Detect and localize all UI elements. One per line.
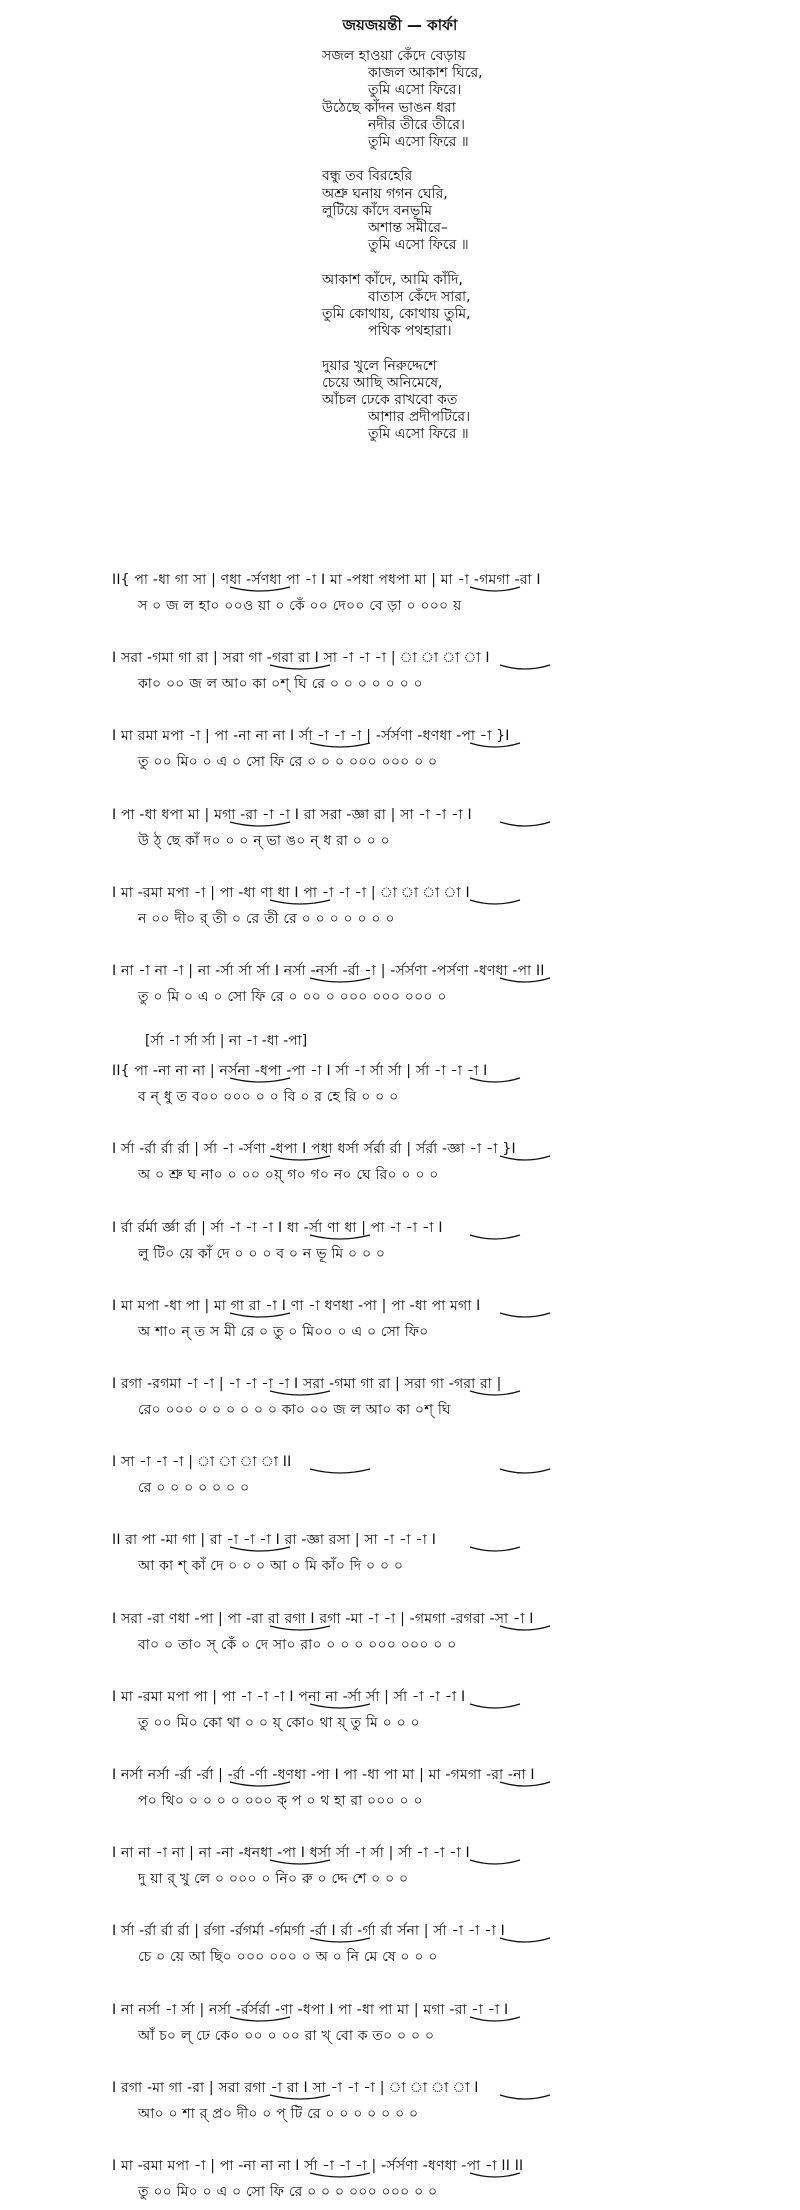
swara-line: I না -া না -া | না -র্সা র্সা র্সা I নর্সা -নর্সা -র্রা -া | -র্সর্সণা -পর্সণা -ধণধা -পা II	[112, 963, 545, 979]
syllable-line: কা০ ০০ জ ল আ০ কা ০শ্ ঘি রে ০ ০ ০ ০ ০ ০ ০	[138, 676, 423, 693]
syllable-line: আঁ চ০ ল্ ঢে কে০ ০০ ০ ০০ রা খ্ বো ক ত০ ০ ০ ০	[138, 2027, 435, 2044]
lyric-line: তুমি কোথায়, কোথায় তুমি,	[322, 306, 471, 322]
lyric-line: বাতাস কেঁদে সারা,	[368, 288, 471, 305]
lyric-line: লুটিয়ে কাঁদে বনভূমি	[322, 202, 433, 219]
slur-arc	[500, 665, 550, 669]
swara-line: I র্সা -র্রা র্রা র্রা | র্রগা -র্রগর্মা -র্গমর্গা -র্রা I র্রা -র্গা র্রা র্সনা | র্সা -া -া -া I	[112, 1923, 505, 1940]
lyric-line: উঠেছে কাঁদন ভাঙন ধরা	[322, 99, 456, 116]
swara-line: I পা -ধা ধপা মা | মগা -রা -া -া I রা সরা -জ্ঞা রা | সা -া -া -া I	[112, 806, 472, 823]
swara-line: I সা -া -া -া | া া া া II	[112, 1454, 292, 1471]
syllable-line: বা০ ০ তা০ স্ কেঁ ০ দে সা০ রা০ ০ ০ ০ ০০০ ০০০ ০ ০	[138, 1636, 457, 1653]
song-title: জয়জয়ন্তী — কার্ফা	[342, 16, 458, 34]
lyric-line: সজল হাওয়া কেঁদে বেড়ায়	[322, 48, 466, 64]
slur-arc	[310, 1469, 370, 1473]
syllable-line: অ ০ শ্রু ঘ না০ ০ ০০ ০য়্ গ০ গ০ ন০ ঘে রি০ ০ ০ ০	[138, 1167, 439, 1184]
lyric-line: তুমি এসো ফিরে ॥	[368, 237, 469, 254]
swara-line: I নর্সা নর্সা -র্রা -র্রা | -র্রা -র্ণা -ধণধা -পা I পা -ধা পা মা | মা -গমগা -রা -না I	[112, 1767, 535, 1783]
slur-arc	[500, 822, 550, 826]
syllable-line: স ০ জ ল হা০ ০০ও য়া ০ কেঁ ০০ দে০০ বে ড়া ০ ০০০ য়	[138, 598, 462, 614]
syllable-line: তু ০০ মি০ ০ এ ০ সো ফি রে ০ ০ ০ ০০০ ০০০ ০ ০	[138, 2184, 438, 2200]
syllable-line: ন ০০ দী০ র্ তী ০ রে তী রে ০ ০ ০ ০ ০ ০ ০	[138, 910, 395, 927]
syllable-line: ব ন্ ধু ত ব০০ ০০০ ০ ০ বি ০ র হে রি ০ ০ ০	[138, 1089, 399, 1106]
slur-arc	[470, 1547, 520, 1551]
syllable-line: রে ০ ০ ০ ০ ০ ০ ০	[138, 1480, 250, 1497]
slur-arc	[470, 1704, 520, 1708]
swara-line: II রা পা -মা গা | রা -া -া -া I রা -জ্ঞা রসা | সা -া -া -া I	[112, 1532, 437, 1549]
syllable-line: অ শা০ ন্ ত স মী রে ০ তু ০ মি০০ ০ এ ০ সো ফি০	[138, 1323, 429, 1340]
swara-line: I র্সা -র্রা র্রা র্রা | র্সা -া -র্সণা -ধপা I পধা ধর্সা র্সর্রা র্রা | র্সর্রা -জ্ঞা -া -া }I	[112, 1141, 516, 1158]
lyric-line: তুমি এসো ফিরে ॥	[368, 426, 469, 443]
lyric-line: আকাশ কাঁদে, আমি কাঁদি,	[322, 271, 463, 288]
syllable-line: তু ০ মি ০ এ ০ সো ফি রে ০ ০০ ০ ০০০ ০০০ ০০০ ০	[138, 989, 447, 1005]
swara-line: I মা রমা মপা -া | পা -না না না I র্সা -া -া -া | -র্সর্সণা -ধণধা -পা -া }I	[112, 728, 510, 745]
lyric-line: আশার প্রদীপটিরে।	[368, 409, 471, 426]
swara-line: I সরা -গমা গা রা | সরা গা -গরা রা I সা -া -া -া | া া া া I	[112, 650, 490, 667]
slur-arc	[500, 1313, 550, 1317]
swara-line: I মা -রমা মপা -া | পা -না না না I র্সা -া -া -া | -র্সর্সণা -ধণধা -পা -া II II	[112, 2158, 524, 2174]
syllable-line: তু ০০ মি০ কো থা ০ ০ য়্ কো০ থা য়্ তু মি ০ ০ ০	[138, 1714, 420, 1731]
lyric-line: নদীর তীরে তীরে।	[368, 116, 465, 133]
swara-line: I মা মপা -ধা পা | মা গা রা -া I ণা -া ধণধা -পা | পা -ধা পা মগা I	[112, 1297, 481, 1314]
syllable-line: আ০ ০ শা র্ প্র০ দী০ ০ প্ টি রে ০ ০ ০ ০ ০ ০ ০	[138, 2105, 419, 2122]
slur-arc	[500, 2095, 550, 2099]
swara-line: I সরা -রা ণধা -পা | পা -রা রা রগা I রগা -মা -া -া | -গমগা -রগরা -সা -া I	[112, 1610, 534, 1627]
slur-arc	[470, 900, 520, 904]
lyric-line: বন্ধু তব বিরহেরি	[322, 168, 413, 185]
swara-line: II{ পা -না না না | নর্সনা -ধপা -পা -া I র্সা -া র্সা র্সা | র্সা -া -া -া I	[112, 1063, 488, 1080]
slur-arc	[470, 1235, 520, 1239]
slur-arc	[470, 1860, 520, 1864]
lyric-line: তুমি এসো ফিরে।	[368, 82, 462, 99]
syllable-line: দু য়া র্ খু লে ০ ০০০ ০ নি০ রু ০ দ্দে শে ০ ০ ০	[138, 1871, 409, 1888]
lyric-line: চেয়ে আছি অনিমেষে,	[322, 374, 443, 391]
lyric-line: কাজল আকাশ ঘিরে,	[368, 65, 483, 82]
swara-line: I না নর্সা -া র্সা | নর্সা -র্রর্সর্রা -ণা -ধপা I পা -ধা পা মা | মগা -রা -া -া I	[112, 2001, 509, 2018]
lyric-line: তুমি এসো ফিরে ॥	[368, 134, 469, 150]
syllable-line: রে০ ০০০ ০ ০ ০ ০ ০ ০ কা০ ০০ জ ল আ০ কা ০শ্ ঘি	[138, 1402, 451, 1418]
swara-line: I মা -রমা মপা -া | পা -ধা ণা ধা I পা -া -া -া | া া া া I	[112, 884, 470, 901]
lyric-line: অশ্রু ঘনায় গগন ঘেরি,	[322, 185, 448, 202]
syllable-line: আ কা শ্ কাঁ দে ০ ০ ০ আ ০ মি কাঁ০ দি ০ ০ ০	[138, 1558, 404, 1575]
lyric-line: দুয়ার খুলে নিরুদ্দেশে	[322, 357, 437, 374]
swara-line: II{ পা -ধা গা সা | ণধা -র্সণধা পা -া I মা -পধা পধপা মা | মা -া -গমগা -রা I	[112, 572, 541, 588]
swara-line: I মা -রমা মপা পা | পা -া -া -া I পনা না -র্সা র্সা | র্সা -া -া -া I	[112, 1688, 466, 1705]
swara-line: I রগা -রগমা -া -া | -া -া -া -া I সরা -গমা গা রা | সরা গা -গরা রা |	[112, 1376, 502, 1392]
swara-line: I র্রা র্রর্মা র্জ্ঞা র্রা | র্সা -া -া -া I ধা -র্সা ণা ধা | পা -া -া -া I	[112, 1219, 443, 1236]
lyric-line: আঁচল ঢেকে রাখবো কত	[322, 392, 458, 408]
alternate-notation: [র্সা -া র্সা র্সা | না -া -ধা -পা]	[145, 1033, 308, 1050]
syllable-line: তু ০০ মি০ ০ এ ০ সো ফি রে ০ ০ ০ ০০০ ০০০ ০ ০	[138, 754, 438, 771]
syllable-line: উ ঠ্ ছে কাঁ দ০ ০ ০ ন্ ভা ঙ০ ন্ ধ রা ০ ০ ০	[138, 832, 390, 849]
syllable-line: চে ০ য়ে আ ছি০ ০০০ ০০০ ০ অ ০ নি মে ষে ০ ০ ০	[138, 1949, 438, 1966]
slur-arc	[500, 1938, 550, 1942]
swara-line: I রগা -মা গা -রা | সরা রগা -া রা I সা -া -া -া | া া া া I	[112, 2079, 479, 2096]
slur-arc	[500, 1469, 550, 1473]
swara-line: I না না -া না | না -না -ধনধা -পা I ধর্সা র্সা -া র্সা | র্সা -া -া -া I	[112, 1845, 470, 1862]
lyric-line: পথিক পথহারা।	[368, 323, 452, 340]
syllable-line: লু টি০ য়ে কাঁ দে ০ ০ ০ ব ০ ন ভূ মি ০ ০ ০	[138, 1245, 386, 1262]
syllable-line: প০ থি০ ০ ০ ০ ০ ০০০ ক্ প ০ থ হা রা ০০০ ০ ০	[138, 1793, 423, 1809]
lyric-line: অশান্ত সমীরে–	[368, 220, 448, 236]
